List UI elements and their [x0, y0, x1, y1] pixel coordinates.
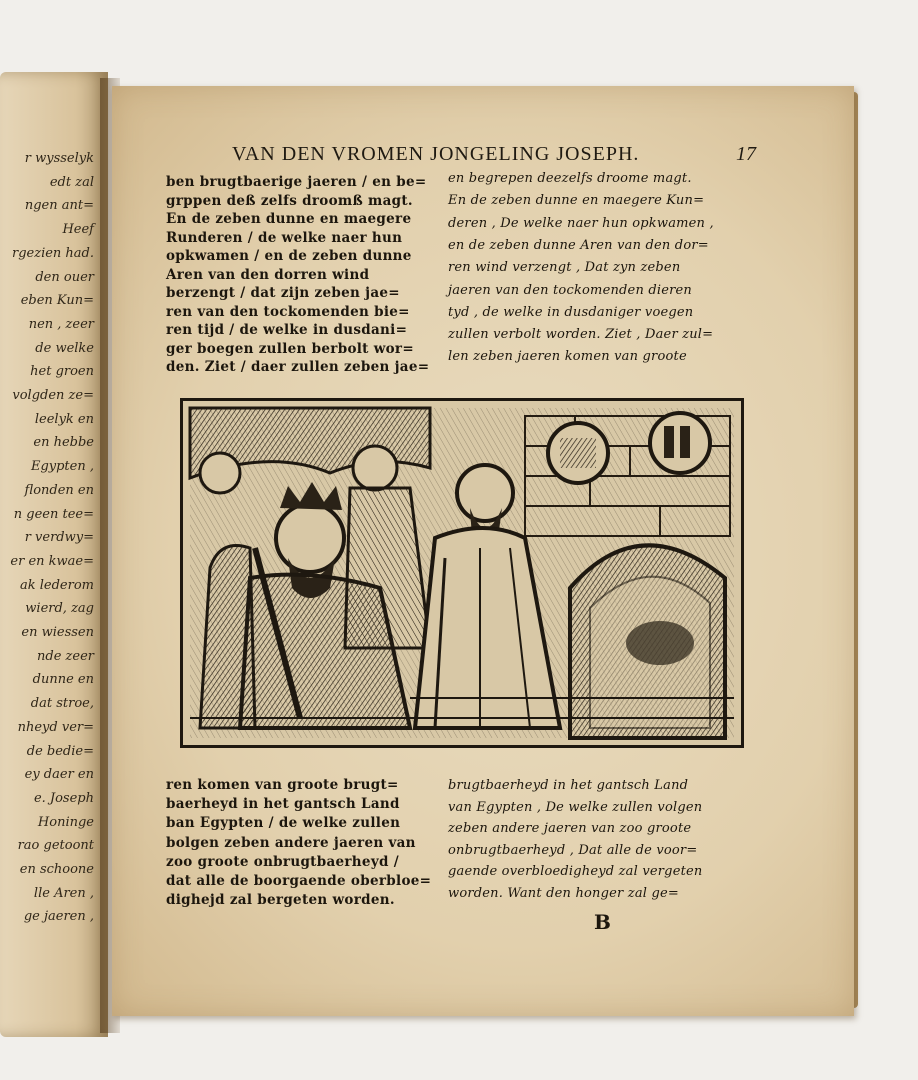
text-line: jaeren van den tockomenden dieren: [448, 282, 693, 298]
text-line: zoo groote onbrugtbaerheyd /: [166, 853, 399, 870]
text-line: ger boegen zullen berbolt wor=: [166, 340, 414, 357]
text-line: en begrepen deezelfs droome magt.: [448, 171, 692, 186]
signature-mark: B: [594, 910, 611, 934]
left-page-fragment: ey daer en: [24, 767, 94, 783]
left-page: [0, 72, 108, 1037]
text-line: gaende overbloedigheyd zal vergeten: [448, 864, 703, 879]
left-page-fragment: en hebbe: [33, 435, 94, 451]
text-line: zeben andere jaeren van zoo groote: [448, 821, 692, 836]
left-page-fragment: nen , zeer: [28, 316, 94, 332]
left-page-fragment: Heef: [62, 222, 94, 238]
text-line: dat alle de boorgaende oberbloe=: [166, 873, 432, 889]
text-line: en de zeben dunne Aren van den dor=: [448, 237, 709, 253]
left-page-fragment: nde zeer: [37, 648, 94, 664]
text-line: den. Ziet / daer zullen zeben jae=: [166, 359, 430, 375]
text-line: opkwamen / en de zeben dunne: [166, 248, 412, 264]
left-page-fragment: en wiessen: [21, 625, 94, 640]
text-line: bolgen zeben andere jaeren van: [166, 834, 416, 851]
text-line: ren wind verzengt , Dat zyn zeben: [448, 260, 681, 276]
left-page-fragment: r wysselyk: [24, 151, 94, 166]
left-page-fragment: den ouer: [35, 269, 94, 285]
left-page-fragment: r verdwy=: [24, 530, 94, 546]
left-page-fragment: e. Joseph: [33, 790, 94, 806]
woodcut-illustration: [180, 398, 744, 748]
text-line: van Egypten , De welke zullen volgen: [448, 799, 703, 815]
left-page-fragment: dat stroe,: [30, 696, 94, 712]
text-line: ren tijd / de welke in dusdani=: [166, 322, 408, 338]
text-line: ben brugtbaerige jaeren / en be=: [166, 174, 427, 190]
text-line: len zeben jaeren komen van groote: [448, 349, 687, 365]
left-page-fragment: er en kwae=: [10, 553, 94, 569]
text-line: Runderen / de welke naer hun: [166, 229, 403, 246]
left-page-fragment: flonden en: [24, 482, 94, 498]
text-line: En de zeben dunne en maegere Kun=: [448, 193, 705, 209]
left-page-fragment: leelyk en: [34, 411, 94, 427]
text-line: Aren van den dorren wind: [166, 266, 370, 283]
text-line: deren , De welke naer hun opkwamen ,: [448, 215, 714, 231]
text-line: En de zeben dunne en maegere: [166, 211, 412, 227]
text-line: onbrugtbaerheyd , Dat alle de voor=: [448, 842, 698, 858]
text-line: berzengt / dat zijn zeben jae=: [166, 285, 400, 301]
running-header: VAN DEN VROMEN JONGELING JOSEPH.: [232, 143, 640, 165]
left-page-fragment: volgden ze=: [12, 388, 94, 403]
left-page-fragment: de welke: [35, 340, 94, 356]
text-line: ren van den tockomenden bie=: [166, 303, 410, 320]
left-page-fragment: ngen ant=: [24, 198, 94, 214]
left-page-fragment: lle Aren ,: [33, 885, 94, 901]
left-page-fragment: rao getoont: [17, 838, 94, 854]
left-page-fragment: Honinge: [37, 814, 94, 830]
left-page-fragment: rgezien had.: [11, 245, 94, 261]
left-page-fragment: dunne en: [32, 672, 94, 688]
left-page-fragment: Egypten ,: [30, 459, 94, 475]
left-page-fragment: en schoone: [19, 862, 94, 877]
left-page-fragment: n geen tee=: [13, 506, 94, 522]
left-page-fragment: eben Kun=: [20, 293, 94, 309]
text-line: ban Egypten / de welke zullen: [166, 815, 401, 832]
left-page-fragment: ge jaeren ,: [23, 909, 94, 925]
text-line: worden. Want den honger zal ge=: [448, 885, 679, 901]
left-page-fragment: het groen: [30, 364, 94, 380]
text-line: brugtbaerheyd in het gantsch Land: [448, 778, 689, 793]
text-line: tyd , de welke in dusdaniger voegen: [448, 304, 694, 320]
left-page-fragment: edt zal: [49, 174, 94, 190]
left-page-fragment: nheyd ver=: [17, 719, 94, 735]
left-page-fragment: wierd, zag: [25, 601, 94, 617]
text-line: baerheyd in het gantsch Land: [166, 796, 400, 813]
text-line: dighejd zal bergeten worden.: [166, 892, 395, 909]
left-page-fragment: de bedie=: [26, 743, 94, 759]
page-number: 17: [736, 143, 756, 165]
text-line: grppen deß zelfs droomß magt.: [166, 192, 413, 209]
text-line: zullen verbolt worden. Ziet , Daer zul=: [448, 327, 714, 343]
left-page-fragment: ak lederom: [20, 577, 94, 593]
text-line: ren komen van groote brugt=: [166, 777, 399, 793]
